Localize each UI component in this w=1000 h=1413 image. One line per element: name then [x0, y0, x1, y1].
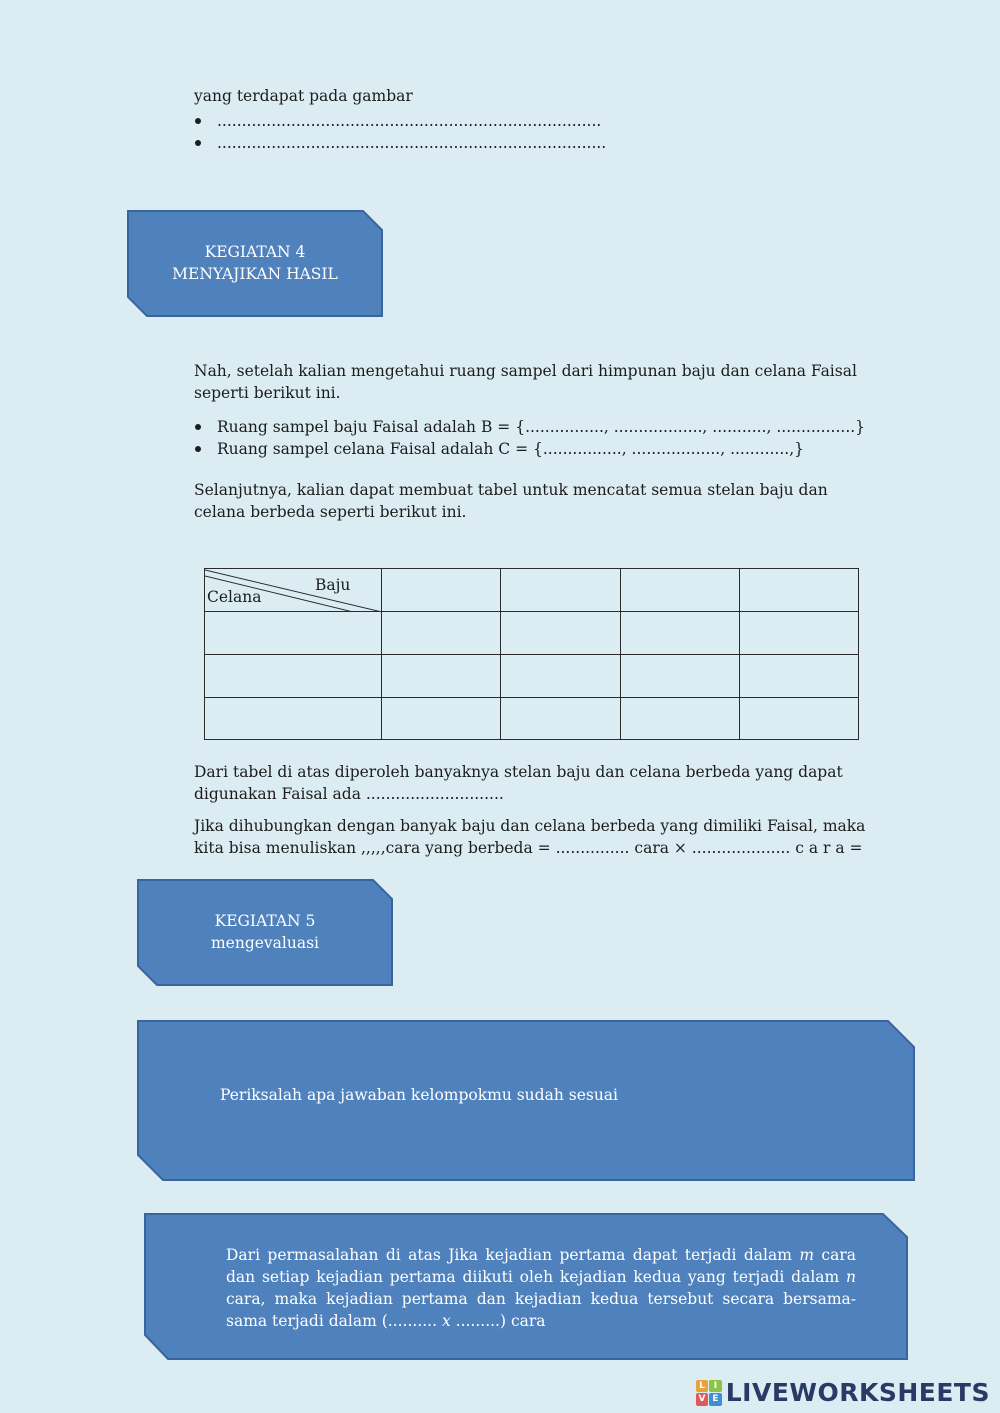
table-cell[interactable] — [382, 698, 501, 740]
after-table-paragraph2-line1: Jika dihubungkan dengan banyak baju dan celana berbeda yang dimiliki Faisal, maka — [194, 817, 866, 835]
kegiatan4-title — [127, 241, 383, 285]
table-row — [205, 612, 859, 655]
table-cell[interactable] — [620, 655, 739, 698]
table-cell[interactable] — [620, 612, 739, 655]
table-cell[interactable] — [205, 655, 382, 698]
table-cell[interactable] — [501, 655, 620, 698]
table-cell[interactable] — [205, 698, 382, 740]
after-table-paragraph2-line2: kita bisa menuliskan ,,,,,cara yang berbeda = ............... cara × .................... c a r a = — [194, 839, 863, 857]
conclusion-text — [226, 1244, 856, 1332]
liveworksheets-logo — [696, 1378, 990, 1407]
logo-mark-letter: I — [709, 1380, 722, 1393]
table-cell[interactable] — [739, 569, 858, 612]
conclusion-box — [144, 1213, 908, 1360]
variable-n: n — [846, 1268, 856, 1286]
table-cell[interactable] — [205, 612, 382, 655]
kegiatan5-title-line1: KEGIATAN 5 — [214, 912, 316, 930]
table-cell[interactable] — [620, 698, 739, 740]
intro-bullet-2 — [194, 132, 894, 154]
section4 — [194, 360, 874, 523]
answer-blank[interactable]: ............................................................................... — [217, 134, 607, 152]
kegiatan5-title-line2: mengevaluasi — [210, 934, 320, 952]
table-header-row — [205, 569, 859, 612]
header-celana: Celana — [207, 588, 262, 606]
table-cell[interactable] — [382, 655, 501, 698]
table-cell[interactable] — [739, 698, 858, 740]
check-box — [137, 1020, 915, 1181]
kegiatan4-box — [127, 210, 383, 317]
section4-bullet-1: Ruang sampel baju Faisal adalah B = {................, .................., ..........., ................} — [194, 416, 874, 438]
table-row — [205, 698, 859, 740]
table-cell[interactable] — [739, 612, 858, 655]
section4-bullet-list — [194, 416, 874, 460]
section4-paragraph2: Selanjutnya, kalian dapat membuat tabel untuk mencatat semua stelan baju dan celana berbeda seperti berikut ini. — [194, 481, 828, 521]
kegiatan4-title-line1: KEGIATAN 4 — [204, 243, 306, 261]
conclusion-text-c: cara, maka kejadian pertama dan kejadian kedua tersebut secara bersama-sama terjadi dalam (.......... — [226, 1290, 856, 1330]
conclusion-text-a: Dari permasalahan di atas Jika kejadian pertama dapat terjadi dalam — [226, 1246, 800, 1264]
answer-blank[interactable]: .............................................................................. — [217, 112, 602, 130]
table-cell[interactable] — [501, 569, 620, 612]
conclusion-text-d: .........) cara — [450, 1312, 546, 1330]
logo-mark-letter: L — [696, 1380, 709, 1393]
kegiatan5-box — [137, 879, 393, 986]
table-row — [205, 655, 859, 698]
variable-m: m — [799, 1246, 815, 1264]
intro-bullet-list — [194, 110, 894, 154]
header-baju: Baju — [315, 576, 351, 594]
conclusion-text-b: cara dan setiap kejadian pertama diikuti oleh kejadian kedua yang terjadi dalam — [226, 1246, 856, 1286]
logo-text: LIVEWORKSHEETS — [725, 1378, 990, 1407]
section4-bullet-2: Ruang sampel celana Faisal adalah C = {................, .................., ............,} — [194, 438, 874, 460]
check-box-text: Periksalah apa jawaban kelompokmu sudah sesuai — [220, 1086, 619, 1104]
logo-mark-icon — [696, 1380, 722, 1406]
outfit-table — [204, 568, 859, 740]
table-cell[interactable] — [739, 655, 858, 698]
after-table-section — [194, 761, 874, 859]
table-cell[interactable] — [382, 612, 501, 655]
section4-paragraph1: Nah, setelah kalian mengetahui ruang sampel dari himpunan baju dan celana Faisal seperti berikut ini. — [194, 362, 857, 402]
logo-mark-letter: V — [696, 1393, 709, 1406]
kegiatan4-title-line2: MENYAJIKAN HASIL — [172, 265, 338, 283]
intro-section — [194, 85, 894, 154]
logo-mark-letter: E — [709, 1393, 722, 1406]
table-cell[interactable] — [620, 569, 739, 612]
intro-bullet-1 — [194, 110, 894, 132]
table-cell[interactable] — [501, 698, 620, 740]
after-table-paragraph1: Dari tabel di atas diperoleh banyaknya stelan baju dan celana berbeda yang dapat digunakan Faisal ada ............................ — [194, 763, 843, 803]
variable-x: x — [441, 1312, 451, 1330]
table-cell[interactable] — [501, 612, 620, 655]
kegiatan5-title — [137, 910, 393, 954]
intro-line: yang terdapat pada gambar — [194, 87, 413, 105]
table-corner-cell — [205, 569, 382, 612]
table-cell[interactable] — [382, 569, 501, 612]
